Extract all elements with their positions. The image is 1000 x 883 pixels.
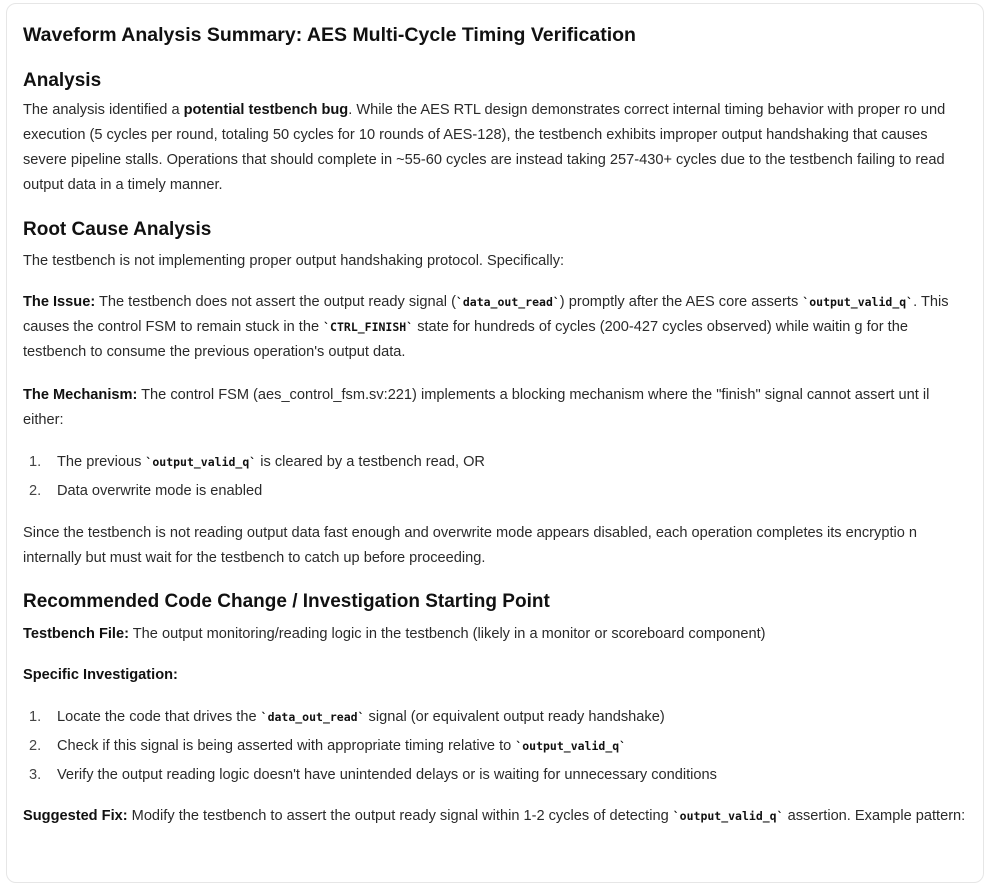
list-text: is cleared by a testbench read, OR <box>256 454 485 470</box>
root-cause-heading: Root Cause Analysis <box>23 219 212 240</box>
analysis-text-b: . While the AES RTL design demonstrates correct internal timing behavior with proper ro und execution (5 cycles per round, totaling 50 cycles for 10 rounds of AES-128), the testbench exhibits improper output handshaking that causes severe pipeline stalls. Operations that should complete in ~55-60 cycles are instead taking 257-430+ cycles due to the testbench failing to read output data in a timely manner. <box>23 102 946 193</box>
list-text: The previous <box>57 454 146 470</box>
mechanism-label: The Mechanism: <box>23 387 138 403</box>
testbench-file-text: The output monitoring/reading logic in the testbench (likely in a monitor or scoreboard component) <box>128 626 766 642</box>
list-number: 1. <box>29 709 42 725</box>
list-text: Data overwrite mode is enabled <box>57 483 263 499</box>
issue-paragraph <box>23 290 971 365</box>
specific-investigation-heading: Specific Investigation: <box>23 667 178 683</box>
page-title: Waveform Analysis Summary: AES Multi-Cycle Timing Verification <box>23 24 636 46</box>
analysis-text-a: The analysis identified a <box>23 102 184 118</box>
issue-text-c: . This causes the control FSM to remain stuck in the <box>23 294 949 335</box>
list-item <box>29 734 626 759</box>
testbench-file-paragraph <box>23 622 971 647</box>
issue-text-d: state for hundreds of cycles (200-427 cycles observed) while waitin g for the testbench to consume the previous operation's output data. <box>23 319 908 360</box>
list-text: signal (or equivalent output ready handshake) <box>364 709 665 725</box>
list-number: 3. <box>29 767 42 783</box>
suggested-fix-text-b: assertion. Example pattern: <box>783 808 966 824</box>
list-number: 2. <box>29 738 42 754</box>
analysis-paragraph <box>23 98 971 198</box>
root-cause-intro: The testbench is not implementing proper output handshaking protocol. Specifically: <box>23 253 565 269</box>
suggested-fix-text-a: Modify the testbench to assert the output ready signal within 1-2 cycles of detecting <box>127 808 673 824</box>
list-number: 2. <box>29 483 42 499</box>
output-valid-code: `output_valid_q` <box>515 739 627 753</box>
since-paragraph: Since the testbench is not reading output data fast enough and overwrite mode appears disabled, each operation completes its encryptio n internally but must wait for the testbench to catch up before proceeding. <box>23 525 918 566</box>
output-valid-code: `output_valid_q` <box>672 809 784 823</box>
testbench-file-label: Testbench File: <box>23 626 129 642</box>
list-item <box>29 763 717 788</box>
data-out-read-code: `data_out_read` <box>260 710 365 724</box>
list-text: Check if this signal is being asserted with appropriate timing relative to <box>57 738 516 754</box>
mechanism-paragraph <box>23 383 971 433</box>
suggested-fix-paragraph <box>23 804 971 829</box>
list-text: Locate the code that drives the <box>57 709 261 725</box>
summary-card <box>6 3 984 883</box>
list-item <box>29 705 665 730</box>
list-item <box>29 479 262 504</box>
suggested-fix-label: Suggested Fix: <box>23 808 128 824</box>
analysis-bold: potential testbench bug <box>183 102 349 118</box>
data-out-read-code: `data_out_read` <box>455 295 560 309</box>
mechanism-text: The control FSM (aes_control_fsm.sv:221) implements a blocking mechanism where the "finish" signal cannot assert unt il either: <box>23 387 930 428</box>
issue-text-b: ) promptly after the AES core asserts <box>559 294 803 310</box>
recommend-heading: Recommended Code Change / Investigation Starting Point <box>23 591 550 612</box>
output-valid-code: `output_valid_q` <box>145 455 257 469</box>
list-item <box>29 450 485 475</box>
analysis-heading: Analysis <box>23 70 102 91</box>
list-text: Verify the output reading logic doesn't have unintended delays or is waiting for unnecessary conditions <box>57 767 717 783</box>
issue-label: The Issue: <box>23 294 96 310</box>
output-valid-code: `output_valid_q` <box>802 295 914 309</box>
issue-text-a: The testbench does not assert the output ready signal ( <box>95 294 456 310</box>
ctrl-finish-code: `CTRL_FINISH` <box>323 320 414 334</box>
list-number: 1. <box>29 454 42 470</box>
